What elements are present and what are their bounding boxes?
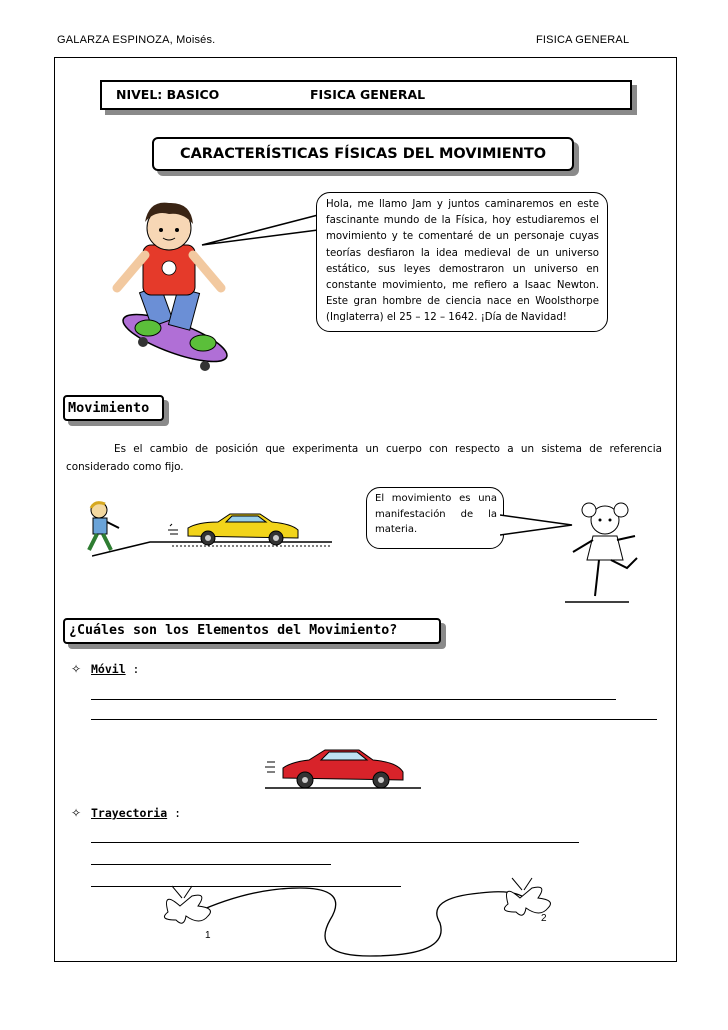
girl-bubble-tail (500, 505, 575, 550)
butterfly-icon (504, 878, 550, 915)
girl-speech-bubble (366, 487, 504, 549)
speech-bubble-tail (200, 205, 320, 255)
level-label: NIVEL: BASICO (116, 87, 220, 102)
movimiento-heading-box (63, 395, 164, 421)
diamond-bullet-icon: ✧ (71, 806, 82, 820)
item-trayectoria (91, 806, 181, 820)
answer-line[interactable] (91, 719, 657, 720)
item-movil (91, 662, 139, 676)
answer-line[interactable] (91, 699, 616, 700)
level-banner (100, 80, 632, 110)
item-trayectoria-suffix: : (167, 806, 182, 820)
course-label: FISICA GENERAL (310, 87, 426, 102)
answer-line[interactable] (91, 864, 331, 865)
header-subject: FISICA GENERAL (536, 34, 630, 46)
trajectory-point-end: 2 (541, 913, 547, 924)
elements-heading: ¿Cuáles son los Elementos del Movimiento? (69, 623, 398, 638)
diamond-bullet-icon: ✧ (71, 662, 82, 676)
girl-bubble-text: El movimiento es una manifestación de la materia. (375, 493, 497, 535)
answer-line[interactable] (91, 842, 579, 843)
intro-speech-bubble (316, 192, 608, 332)
trajectory-point-start: 1 (205, 930, 211, 941)
intro-text: Hola, me llamo Jam y juntos caminaremos en este fascinante mundo de la Física, hoy estudiaremos el movimiento y te comentaré de un personaje cuyas teorías desfiaron la idea medieval de un universo estático, sus leyes demostraron un universo en constante movimiento, me refiero a Isaac Newton. Este gran hombre de ciencia nace en Woolsthorpe (Inglaterra) el 25 – 12 – 1642. ¡Día de Navidad! (326, 199, 599, 324)
yellow-sports-car-icon (168, 508, 303, 546)
page-title: CARACTERÍSTICAS FÍSICAS DEL MOVIMIENTO (179, 146, 547, 162)
trajectory-curve (150, 868, 570, 960)
item-trayectoria-label: Trayectoria (91, 806, 168, 820)
elements-heading-box (63, 618, 441, 644)
item-movil-suffix: : (125, 662, 140, 676)
item-movil-label: Móvil (91, 662, 126, 676)
title-box (152, 137, 574, 171)
movimiento-heading: Movimiento (68, 400, 150, 416)
red-sports-car-icon (263, 744, 423, 792)
header-author: GALARZA ESPINOZA, Moisés. (57, 34, 216, 46)
dancing-girl-illustration (565, 498, 645, 606)
butterfly-icon (164, 886, 210, 923)
movimiento-definition: Es el cambio de posición que experimenta un cuerpo con respecto a un sistema de referencia considerado como fijo. (66, 443, 662, 473)
